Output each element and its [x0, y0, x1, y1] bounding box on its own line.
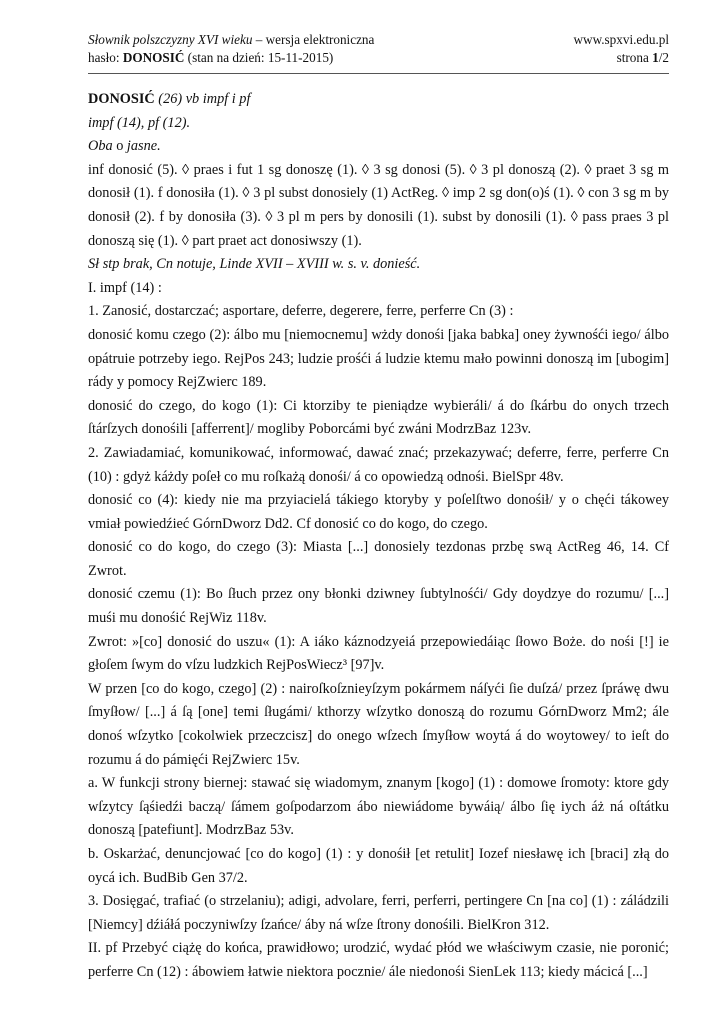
sense-1: 1. Zanosić, dostarczać; asportare, deferre, degerere, ferre, perferre Cn (3) : [88, 303, 514, 320]
sense-3: 3. Dosięgać, trafiać (o strzelaniu); adigi, advolare, ferri, perferri, pertingere Cn [na co] (1) : záládzili [Niemcy] dźiáłá poczyniwſzy ſzańce/ áby ná wſze ſtrony donośili. BielKron 312. [88, 893, 669, 933]
sense-2: 2. Zawiadamiać, komunikować, informować, dawać znać; przekazywać; deferre, ferre, perferre Cn (10) : gdyż káżdy poſeł co mu roſkażą donośi/ á co opowiedzą odnośi. BielSpr 48v. [88, 444, 669, 485]
dictionary-title: Słownik polszczyzny XVI wieku – wersja elektroniczna [88, 32, 375, 47]
sense-2-construction-a: donosić co (4): kiedy nie ma przyiacielá tákiego ktoryby y poſelſtwo donośił/ y o chęći tákowey vmiał powiedźieć GórnDworz Dd2. Cf donosić co do kogo, do czego. [88, 492, 669, 532]
section-i-heading: I. impf (14) : [88, 279, 162, 296]
entry-label: hasło: DONOSIĆ (stan na dzień: 15-11-2015) [88, 50, 334, 65]
page-header [88, 31, 669, 74]
page-indicator: strona 1/2 [616, 50, 669, 65]
sense-2-construction-c: donosić czemu (1): Bo ſłuch przez ony błonki dziwney ſubtylnośći/ Gdy doydzye do rozumu/ [...] muśi mu donośić RejWiz 118v. [88, 586, 669, 627]
entry-headline: DONOSIĆ (26) vb impf i pf [88, 91, 251, 107]
aspect-counts: impf (14), pf (12). [88, 114, 191, 131]
headword: DONOSIĆ [88, 91, 155, 107]
header-row-1 [88, 31, 669, 49]
entry-body [88, 88, 669, 985]
site-url[interactable]: www.spxvi.edu.pl [573, 32, 669, 47]
sense-2-figurative: W przen [co do kogo, czego] (2) : nairoſkoſznieyſzym pokármem náſyći ſie duſzá/ przez ſpráwę dwu ſmyſłow/ [...] á ſą [one] temi ſługámi/ kthorzy wſzytko donoszą do rozumu GórnDworz Mm2; ále donoś wſzytko [cokolwiek przeczcisz] do onego wſzech ſmyſłow woytá á do woytowey/ to ieſt do rozumu á do pámięći RejZwierc 15v. [88, 680, 669, 768]
sense-2a: a. W funkcji strony biernej: stawać się wiadomym, znanym [kogo] (1) : domowe ſromoty: ktore gdy wſzytcy ſąśiedźi baczą/ ſámem goſpodarzom ábo niewiádome bywáią/ álbo ſię iych áż ná oſtátku donoszą [patefiunt]. ModrzBaz 53v. [88, 775, 669, 839]
sources-note: Sł stp brak, Cn notuje, Linde XVII – XVIII w. s. v. donieść. [88, 256, 421, 273]
sense-2-construction-b: donosić co do kogo, do czego (3): Miasta [...] donosiely tezdonas przbę swą ActReg 46, 14. Cf Zwrot. [88, 539, 669, 579]
header-row-2 [88, 49, 669, 67]
sense-2-phrase: Zwrot: »[co] donosić do uszu« (1): A iáko káznodzyeiá przepowiedáiąc ſłowo Boże. do nośi [!] ie głoſem ſwym do vſzu ludzkich RejPosWiecz³ [97]v. [88, 633, 669, 674]
stress-note: Oba o jasne. [88, 138, 161, 155]
sense-1-construction-b: donosić do czego, do kogo (1): Ci ktorziby te pieniądze wybieráli/ á do ſkárbu do onych trzech ſtárſzych donośili [afferrent]/ mogliby Poborcámi być zwáni ModrzBaz 123v. [88, 397, 669, 438]
sense-1-construction-a: donosić komu czego (2): álbo mu [niemocnemu] wżdy donośi [jaka babka] oney żywnośći iego/ álbo opátruie potrzeby iego. RejPos 243; ludzie prośći á ludzie ktemu mało powinni donoszą im [ubogim] rády y pomocy RejZwierc 189. [88, 326, 669, 391]
section-ii: II. pf Przebyć ciążę do końca, prawidłowo; urodzić, wydać płód we właściwym czasie, nie poronić; perferre Cn (12) : ábowiem łatwie niektora pocznie/ ále niedonośi SienLek 113; kiedy mácicá [...] [88, 940, 669, 980]
inflection-forms: inf donosić (5). ◊ praes i fut 1 sg donoszę (1). ◊ 3 sg donosi (5). ◊ 3 pl donoszą (2). ◊ praet 3 sg m donosił (1). f donosiła (1). ◊ 3 pl subst donosiely (1) ActReg. ◊ imp 2 sg don(o)ś (1). ◊ con 3 sg m by donosił (2). f by donosiła (3). ◊ 3 pl m pers by donosili (1). subst by donosili (1). ◊ pass praes 3 pl donoszą się (1). ◊ part praet act donosiwszy (1). [88, 161, 669, 249]
sense-2b: b. Oskarżać, denuncjować [co do kogo] (1) : y donośił [et retulit] Iozef niesławę ich [braci] złą do oycá ich. BudBib Gen 37/2. [88, 846, 669, 886]
